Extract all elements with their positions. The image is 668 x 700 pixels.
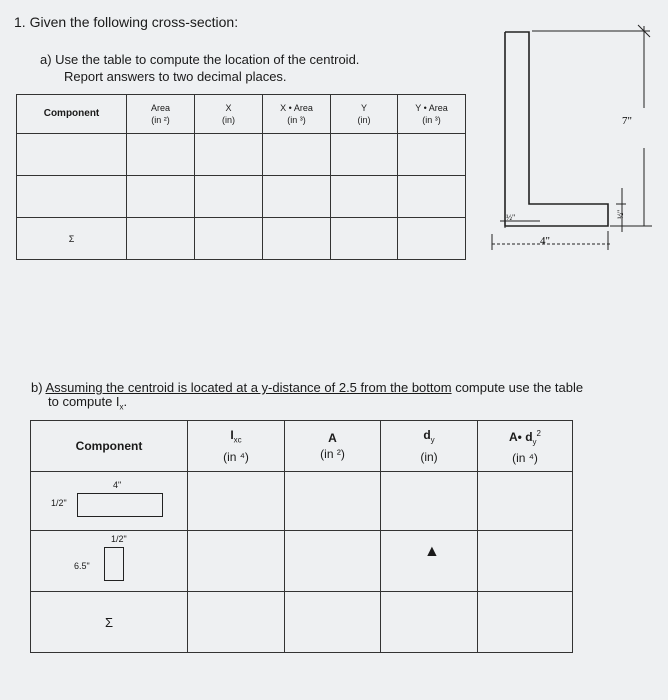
table-row <box>31 472 573 531</box>
header-ixc: $I_{xc}$ (in ⁴) <box>188 421 285 472</box>
part-b-instruction-line2: to compute $I_x$. <box>48 394 128 412</box>
part-b-instruction: b) Assuming the centroid is located at a y-distance of 2.5 from the bottom compute use the table <box>31 380 584 395</box>
table-row <box>17 176 466 218</box>
component-flange <box>31 472 188 531</box>
centroid-table <box>16 94 466 260</box>
web-width-label: 1/2" <box>111 534 127 544</box>
flange-height-label: 1/2" <box>51 498 67 508</box>
sum-symbol: Σ <box>31 592 188 653</box>
header-area: Area (in ²) <box>127 95 195 134</box>
table-row <box>31 531 573 592</box>
header-dy: $d_y$ (in) <box>381 421 478 472</box>
header-x: X (in) <box>195 95 263 134</box>
web-rectangle <box>104 547 124 581</box>
header-a-dy2: A• $d_y^2$ (in ⁴) <box>478 421 573 472</box>
mouse-cursor-icon: ▲ <box>424 543 440 560</box>
cross-section-sketch <box>470 18 666 258</box>
header-y: Y (in) <box>331 95 398 134</box>
table-row <box>17 134 466 176</box>
header-x-area: X • Area (in ³) <box>263 95 331 134</box>
header-component: Component <box>17 95 127 134</box>
question-title: 1. Given the following cross-section: <box>14 14 239 30</box>
flange-width-label: 4" <box>113 480 122 490</box>
header-area: A (in ²) <box>285 421 381 472</box>
dim-width-label: 4" <box>540 235 550 247</box>
part-a-precision-note: Report answers to two decimal places. <box>64 69 287 84</box>
web-height-label: 6.5" <box>74 561 90 571</box>
dim-height-label: 7" <box>622 115 632 127</box>
header-y-area: Y • Area (in ³) <box>398 95 466 134</box>
sum-row <box>17 218 466 260</box>
dim-web-label: ½" <box>506 213 516 222</box>
dim-flange-label: ½" <box>616 209 625 219</box>
header-component: Component <box>31 421 188 472</box>
moment-of-inertia-table <box>30 420 573 653</box>
sum-symbol: Σ <box>17 218 127 260</box>
sum-row <box>31 592 573 653</box>
component-web <box>31 531 188 592</box>
l-shape-outline <box>505 32 608 226</box>
part-a-instruction: a) Use the table to compute the location of the centroid. <box>40 52 360 67</box>
flange-rectangle <box>77 493 163 517</box>
